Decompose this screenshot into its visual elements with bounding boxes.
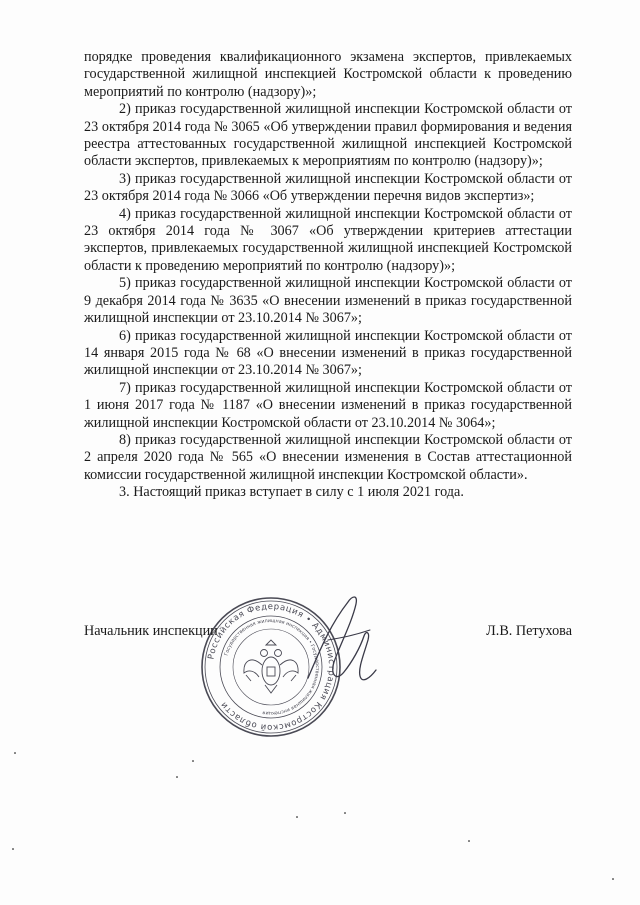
handwritten-signature <box>300 590 390 700</box>
scan-speck <box>296 816 298 818</box>
paragraph-continuation: порядке проведения квалификационного экзамена экспертов, привлекаемых государственной жилищной инспекцией Костромской области к проведению мероприятий по контролю (надзору)»; <box>84 49 572 100</box>
paragraph-item-7: 7) приказ государственной жилищной инспекции Костромской области от 1 июня 2017 года № 1187 «О внесении изменений в приказ государственной жилищной инспекции Костромской области от 23.10.2014 № 3064»; <box>84 379 572 431</box>
scan-speck <box>344 812 346 814</box>
svg-text:Российская Федерация • Админис: Российская Федерация • Администрация Костромской области <box>206 601 337 733</box>
paragraph-effective-date: 3. Настоящий приказ вступает в силу с 1 июля 2021 года. <box>119 484 464 501</box>
scan-speck <box>12 848 14 850</box>
paragraph-item-8: 8) приказ государственной жилищной инспекции Костромской области от 2 апреля 2020 года № 565 «О внесении изменения в Состав аттестационной комиссии государственной жилищной инспекции Костромской области». <box>84 431 572 483</box>
svg-text:Государственная жилищная инспе: Государственная жилищная инспекция • Государственная жилищная инспекция <box>224 618 320 716</box>
scan-speck <box>612 878 614 880</box>
scan-speck <box>192 760 194 762</box>
signatory-name: Л.В. Петухова <box>486 623 572 639</box>
paragraph-item-3: 3) приказ государственной жилищной инспекции Костромской области от 23 октября 2014 года № 3066 «Об утверждении перечня видов экспертиз»; <box>84 170 572 205</box>
paragraph-item-4: 4) приказ государственной жилищной инспекции Костромской области от 23 октября 2014 года № 3067 «Об утверждении критериев аттестации экспертов, привлекаемых государственной жилищной инспекцией Костромской области к проведению мероприятий по контролю (надзору)»; <box>84 205 572 274</box>
signatory-position: Начальник инспекции <box>84 623 218 639</box>
scan-speck <box>468 840 470 842</box>
scan-speck <box>176 776 178 778</box>
paragraph-item-2: 2) приказ государственной жилищной инспекции Костромской области от 23 октября 2014 года № 3065 «Об утверждении правил формирования и ведения реестра аттестованных государственной жилищной инспекцией Костромской области экспертов, привлекаемых к мероприятиям по контролю (надзору)»; <box>84 101 572 170</box>
scan-speck <box>14 752 16 754</box>
document-body <box>84 49 572 502</box>
paragraph-item-6: 6) приказ государственной жилищной инспекции Костромской области от 14 января 2015 года № 68 «О внесении изменений в приказ государственной жилищной инспекции от 23.10.2014 № 3067»; <box>84 327 572 379</box>
signature-block <box>84 623 572 643</box>
paragraph-item-5: 5) приказ государственной жилищной инспекции Костромской области от 9 декабря 2014 года № 3635 «О внесении изменений в приказ государственной жилищной инспекции от 23.10.2014 № 3067»; <box>84 275 572 327</box>
